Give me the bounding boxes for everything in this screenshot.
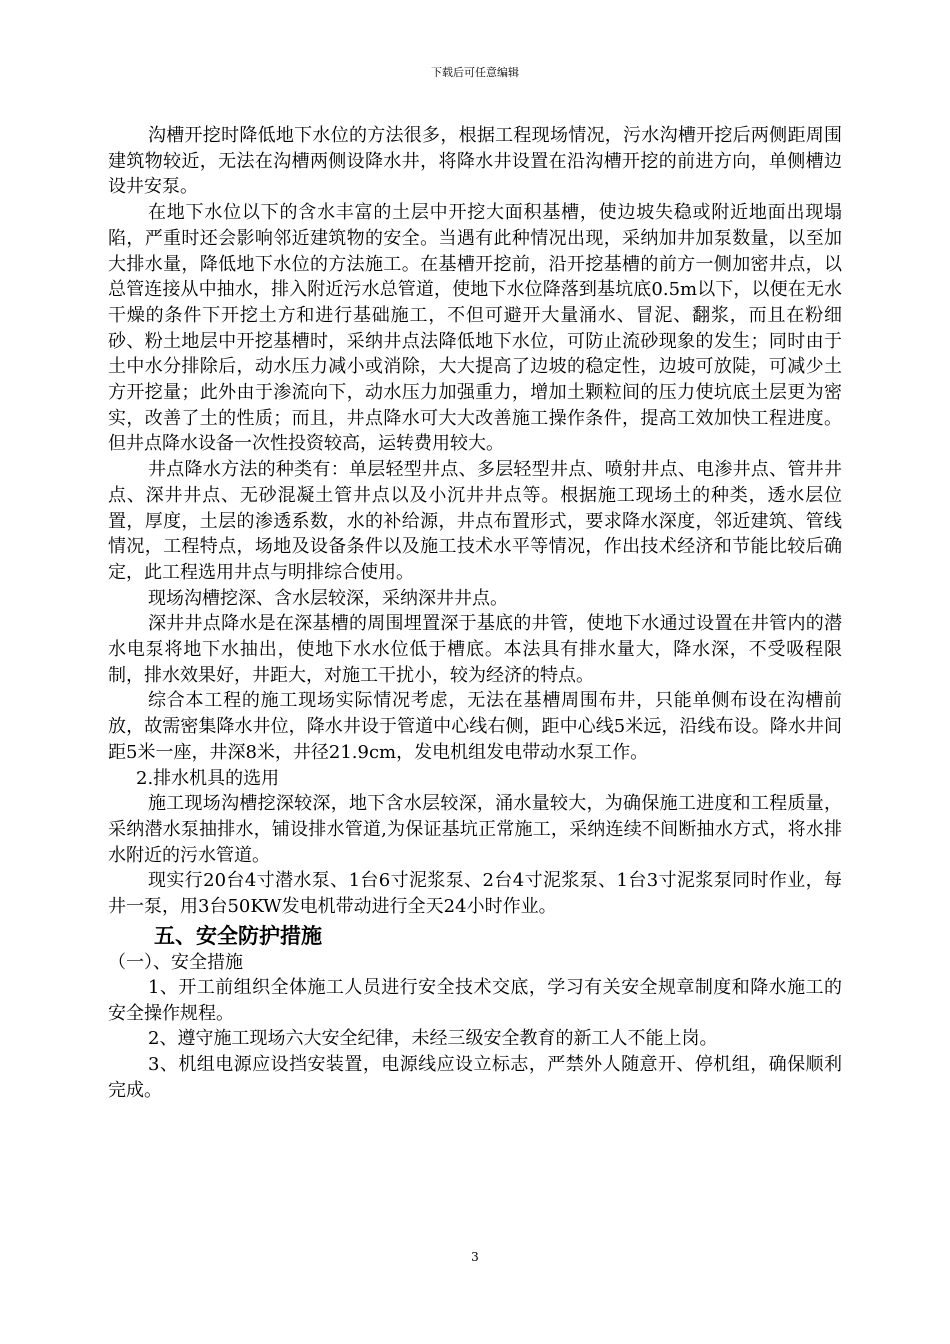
list-item: 2、遵守施工现场六大安全纪律，未经三级安全教育的新工人不能上岗。	[148, 1028, 718, 1050]
page-number: 3	[471, 1250, 479, 1264]
paragraph: 现场沟槽挖深、含水层较深，采纳深井井点。	[148, 587, 508, 609]
list-item: 1、开工前组织全体施工人员进行安全技术交底，学习有关安全规章制度和降水施工的安全操作规程。	[108, 976, 842, 1024]
paragraph: 在地下水位以下的含水丰富的土层中开挖大面积基槽，使边坡失稳或附近地面出现塌陷，严重时还会影响邻近建筑物的安全。当遇有此种情况出现，采纳加井加泵数量，以至加大排水量，降低地下水位的方法施工。在基槽开挖前，沿开挖基槽的前方一侧加密井点，以总管连接从中抽水，排入附近污水总管道，使地下水位降落到基坑底0.5m以下，以便在无水干燥的条件下开挖土方和进行基础施工，不但可避开大量涌水、冒泥、翻浆，而且在粉细砂、粉土地层中开挖基槽时，采纳井点法降低地下水位，可防止流砂现象的发生；同时由于土中水分排除后，动水压力减小或消除，大大提高了边坡的稳定性，边坡可放陡，可减少土方开挖量；此外由于渗流向下，动水压力加强重力，增加土颗粒间的压力使坑底土层更为密实，改善了土的性质；而且，井点降水可大大改善施工操作条件，提高工效加快工程进度。但井点降水设备一次性投资较高，运转费用较大。	[108, 202, 842, 455]
list-item: 3、机组电源应设挡安装置，电源线应设立标志，严禁外人随意开、停机组，确保顺利完成。	[108, 1053, 842, 1101]
paragraph: 深井井点降水是在深基槽的周围埋置深于基底的井管，使地下水通过设置在井管内的潜水电泵将地下水抽出，使地下水水位低于槽底。本法具有排水量大，降水深，不受吸程限制，排水效果好，井距大，对施工干扰小，较为经济的特点。	[108, 613, 842, 686]
paragraph: 综合本工程的施工现场实际情况考虑，无法在基槽周围布井，只能单侧布设在沟槽前放，故需密集降水井位，降水井设于管道中心线右侧，距中心线5米远，沿线布设。降水井间距5米一座，井深8米，井径21.9cm，发电机组发电带动水泵工作。	[108, 690, 842, 763]
paragraph: 沟槽开挖时降低地下水位的方法很多，根据工程现场情况，污水沟槽开挖后两侧距周围建筑物较近，无法在沟槽两侧设降水井，将降水井设置在沿沟槽开挖的前进方向，单侧槽边设井安泵。	[108, 125, 842, 198]
paragraph: 施工现场沟槽挖深较深，地下含水层较深，涌水量较大，为确保施工进度和工程质量，采纳潜水泵抽排水，铺设排水管道,为保证基坑正常施工，采纳连续不间断抽水方式，将水排水附近的污水管道。	[108, 793, 842, 866]
paragraph: 井点降水方法的种类有：单层轻型井点、多层轻型井点、喷射井点、电渗井点、管井井点、深井井点、无砂混凝土管井点以及小沉井井点等。根据施工现场土的种类，透水层位置，厚度，土层的渗透系数，水的补给源，井点布置形式，要求降水深度，邻近建筑、管线情况，工程特点，场地及设备条件以及施工技术水平等情况，作出技术经济和节能比较后确定，此工程选用井点与明排综合使用。	[108, 459, 842, 583]
section-heading: 五、安全防护措施	[154, 923, 322, 948]
header-note: 下载后可任意编辑	[431, 66, 519, 79]
section-title: 2.排水机具的选用	[136, 767, 280, 789]
document-body	[108, 123, 842, 1103]
paragraph: 现实行20台4寸潜水泵、1台6寸泥浆泵、2台4寸泥浆泵、1台3寸泥浆泵同时作业，每井一泵，用3台50KW发电机带动进行全天24小时作业。	[108, 870, 842, 918]
subsection-heading: （一）、安全措施	[108, 951, 243, 973]
